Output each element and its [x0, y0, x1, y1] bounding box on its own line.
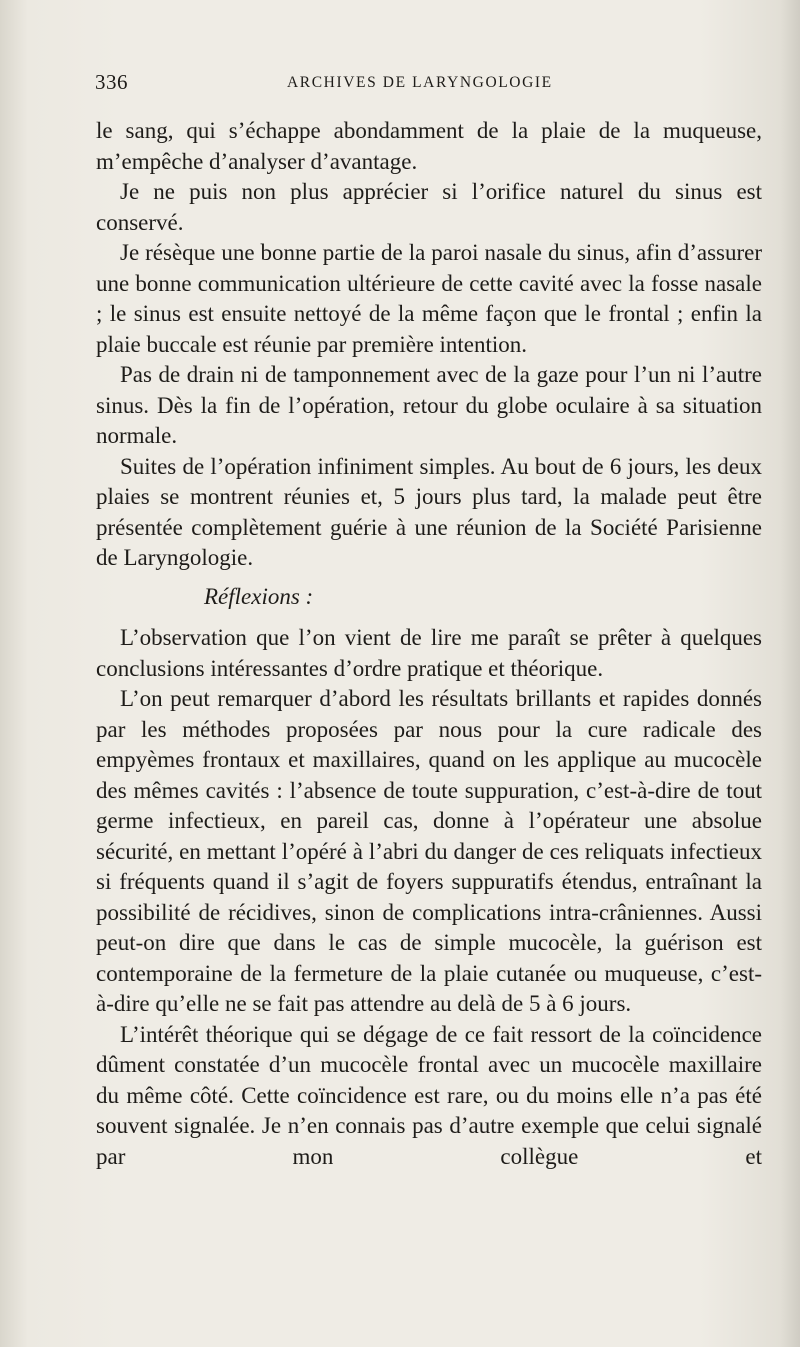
paragraph-6: L’observation que l’on vient de lire me paraît se prêter à quelques conclusions intéressantes d’ordre pratique et théorique.	[96, 625, 762, 681]
running-title: ARCHIVES DE LARYNGOLOGIE	[287, 74, 553, 91]
section-heading: Réflexions :	[204, 583, 314, 609]
page-number: 336	[95, 70, 128, 94]
paragraph-4: Pas de drain ni de tamponnement avec de la gaze pour l’un ni l’autre sinus. Dès la fin de l’opération, retour du globe oculaire à sa situation normale.	[96, 362, 762, 448]
paragraph-8: L’intérêt théorique qui se dégage de ce fait ressort de la coïncidence dûment constatée d’un mucocèle frontal avec un mucocèle maxillaire du même côté. Cette coïncidence est rare, ou du moins elle n’a pas été souvent signalée. Je n’en connais pas d’autre exemple que celui signalé par mon collègue et	[96, 1021, 762, 1169]
paragraph-1: le sang, qui s’échappe abondamment de la plaie de la muqueuse, m’empêche d’analyser d’avantage.	[96, 118, 762, 174]
body-text	[96, 116, 762, 1172]
paragraph-2: Je ne puis non plus apprécier si l’orifice naturel du sinus est conservé.	[96, 179, 762, 235]
paragraph-3: Je résèque une bonne partie de la paroi nasale du sinus, afin d’assurer une bonne communication ultérieure de cette cavité avec la fosse nasale ; le sinus est ensuite nettoyé de la même façon que le frontal ; enfin la plaie buccale est réunie par première intention.	[96, 240, 762, 357]
page-header	[95, 70, 752, 100]
paragraph-5: Suites de l’opération infiniment simples. Au bout de 6 jours, les deux plaies se montrent réunies et, 5 jours plus tard, la malade peut être présentée complètement guérie à une réunion de la Société Parisienne de Laryngologie.	[96, 453, 762, 570]
paragraph-7: L’on peut remarquer d’abord les résultats brillants et rapides donnés par les méthodes proposées par nous pour la cure radicale des empyèmes frontaux et maxillaires, quand on les applique au mucocèle des mêmes cavités : l’absence de toute suppuration, c’est-à-dire de tout germe infectieux, en pareil cas, donne à l’opérateur une absolue sécurité, en mettant l’opéré à l’abri du danger de ces reliquats infectieux si fréquents quand il s’agit de foyers suppuratifs étendus, entraînant la possibilité de récidives, sinon de complications intra-crâniennes. Aussi peut-on dire que dans le cas de simple mucocèle, la guérison est contemporaine de la fermeture de la plaie cutanée ou muqueuse, c’est-à-dire qu’elle ne se fait pas attendre au delà de 5 à 6 jours.	[96, 686, 762, 1016]
